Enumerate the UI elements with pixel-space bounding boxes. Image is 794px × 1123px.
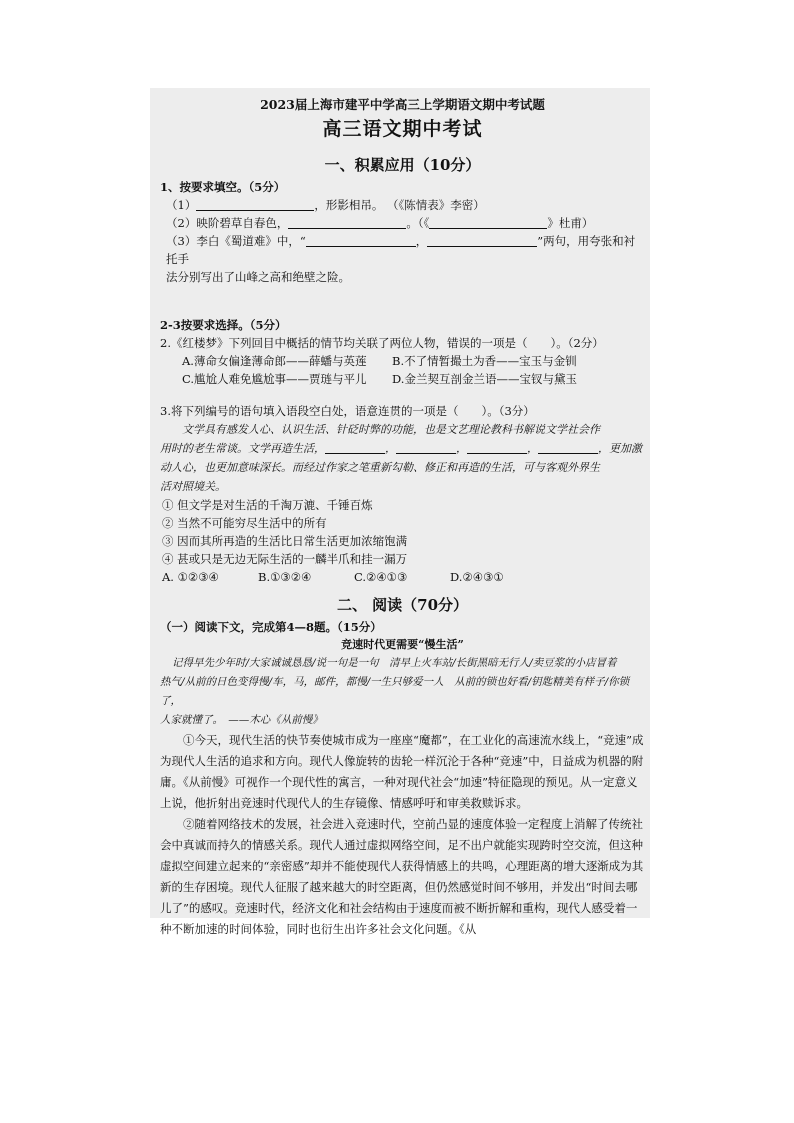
q3-item-2: ② 当然不可能穷尽生活中的所有	[162, 516, 327, 530]
answer-blank[interactable]	[306, 234, 416, 247]
q2-stem: 2.《红楼梦》下列回目中概括的情节均关联了两位人物，错误的一项是（ ）。（2分）	[160, 336, 604, 350]
q3-separator: ，	[527, 442, 538, 455]
q3-choice-a[interactable]: A. ①②③④	[162, 570, 219, 584]
q1-line-3-cont: 法分别写出了山峰之高和绝壁之险。	[166, 270, 350, 284]
q2-options-row-1	[160, 352, 645, 370]
q2-option-d[interactable]: D.金兰契互剖金兰语——宝钗与黛玉	[392, 372, 577, 386]
paragraph-1: ①今天，现代生活的快节奏使城市成为一座座“魔都”，在工业化的高速流水线上，“竞速”成为现代人生活的追求和方向。现代人像旋转的齿轮一样沉沦于各种“竞速”中，日益成为机器的附庸。《从前慢》可视作一个现代性的寓言，一种对现代社会“加速”特征隐现的预见。从一定意义上说，他折射出竞速时代现代人的生存镜像、情感呼吁和审美救赎诉求。	[160, 733, 644, 810]
poem-line-3: 人家就懂了。 ——木心《从前慢》	[160, 714, 323, 726]
answer-blank[interactable]	[396, 441, 456, 454]
q3-choice-d[interactable]: D.②④③①	[450, 570, 504, 584]
answer-blank[interactable]	[196, 198, 314, 211]
q1-line-2-prefix: （2）映阶碧草自春色，	[166, 216, 289, 230]
q1-line-3-prefix: （3）李白《蜀道难》中，“	[166, 234, 306, 248]
q2-option-b[interactable]: B.不了情暂撮土为香——宝玉与金钏	[392, 354, 577, 368]
q1-line-1-text: ，形影相吊。 （《陈情表》李密）	[314, 198, 485, 212]
q3-passage-line-4: 活对照境关。	[160, 480, 226, 493]
q1-line-2	[160, 214, 645, 232]
q2-options-row-2	[160, 370, 645, 388]
q3-passage-line-2	[160, 439, 645, 458]
q3-item-3: ③ 因而其所再造的生活比日常生活更加浓缩饱满	[162, 534, 408, 548]
answer-blank[interactable]	[427, 234, 537, 247]
q3-separator: ，	[456, 442, 467, 455]
poem-line-2: 热气/从前的日色变得慢/车，马，邮件，都慢/一生只够爱一人 从前的锁也好看/钥匙精美有样子/你锁了，	[160, 676, 630, 707]
section-1-title: 一、积累应用（10分）	[324, 156, 481, 174]
q2-option-c[interactable]: C.尴尬人难免尴尬事——贾琏与平儿	[182, 372, 367, 386]
document-title: 2023届上海市建平中学高三上学期语文期中考试题	[260, 97, 545, 112]
q3-choice-b[interactable]: B.①③②④	[258, 570, 312, 584]
answer-blank[interactable]	[325, 441, 385, 454]
q3-passage-line-1: 文学具有感发人心、认识生活、针砭时弊的功能，也是文艺理论教科书解说文学社会作	[182, 423, 600, 436]
answer-blank[interactable]	[288, 216, 406, 229]
q1-line-2-mid: 。（《	[406, 216, 430, 230]
article-title: 竞速时代更需要“慢生活”	[341, 638, 464, 651]
q3-passage-text: ，更加激	[598, 442, 642, 455]
poem-line-1: 记得早先少年时/大家诚诚恳恳/说一句是一句 清早上火车站/长街黑暗无行人/卖豆浆的小店冒着	[172, 657, 617, 669]
answer-blank[interactable]	[429, 216, 547, 229]
part-1-title: （一）阅读下文，完成第4—8题。（15分）	[160, 620, 382, 634]
section-2-title: 二、 阅读（70分）	[336, 596, 469, 614]
q3-item-4: ④ 甚或只是无边无际生活的一麟半爪和挂一漏万	[162, 552, 408, 566]
paragraph-2: ②随着网络技术的发展，社会进入竞速时代，空前凸显的速度体验一定程度上消解了传统社会中真诚而持久的情感关系。现代人通过虚拟网络空间，足不出户就能实现跨时空交流，但这种虚拟空间建立起来的“亲密感”却并不能使现代人获得情感上的共鸣，心理距离的增大逐渐成为其新的生存困境。现代人征服了越来越大的时空距离，但仍然感觉时间不够用，并发出“时间去哪儿了”的感叹。竞速时代，经济文化和社会结构由于速度而被不断折解和重构，现代人感受着一种不断加速的时间体验，同时也衍生出许多社会文化问题。《从	[160, 817, 644, 936]
q1-line-1-num: （1）	[166, 198, 197, 212]
q1-line-3-end: ”两句，用夸张和衬托手	[166, 234, 636, 266]
q1-title: 1、按要求填空。（5分）	[160, 180, 286, 194]
q1-line-1	[160, 196, 645, 214]
exam-content	[160, 96, 645, 940]
q3-separator: ，	[385, 442, 396, 455]
q2-option-a[interactable]: A.薄命女偏逢薄命郎——薛蟠与英莲	[182, 354, 367, 368]
answer-blank[interactable]	[467, 441, 527, 454]
q3-choice-c[interactable]: C.②④①③	[354, 570, 408, 584]
q3-passage-text: 用时的老生常谈。文学再造生活，	[160, 442, 325, 455]
q3-item-1: ① 但文学是对生活的千淘万漉、千锤百炼	[162, 498, 373, 512]
exam-title: 高三语文期中考试	[322, 118, 483, 140]
q1-line-3	[160, 232, 645, 268]
q1-line-2-end: 》杜甫）	[547, 216, 594, 230]
q3-passage-line-3: 动人心，也更加意味深长。而经过作家之笔重新勾勒、修正和再造的生活，可与客观外界生	[160, 461, 600, 474]
q1-line-3-comma: ，	[415, 234, 428, 248]
q3-stem: 3.将下列编号的语句填入语段空白处，语意连贯的一项是（ ）。（3分）	[160, 404, 535, 418]
q23-title: 2-3按要求选择。（5分）	[160, 318, 287, 332]
answer-blank[interactable]	[538, 441, 598, 454]
q3-choices	[160, 568, 645, 586]
